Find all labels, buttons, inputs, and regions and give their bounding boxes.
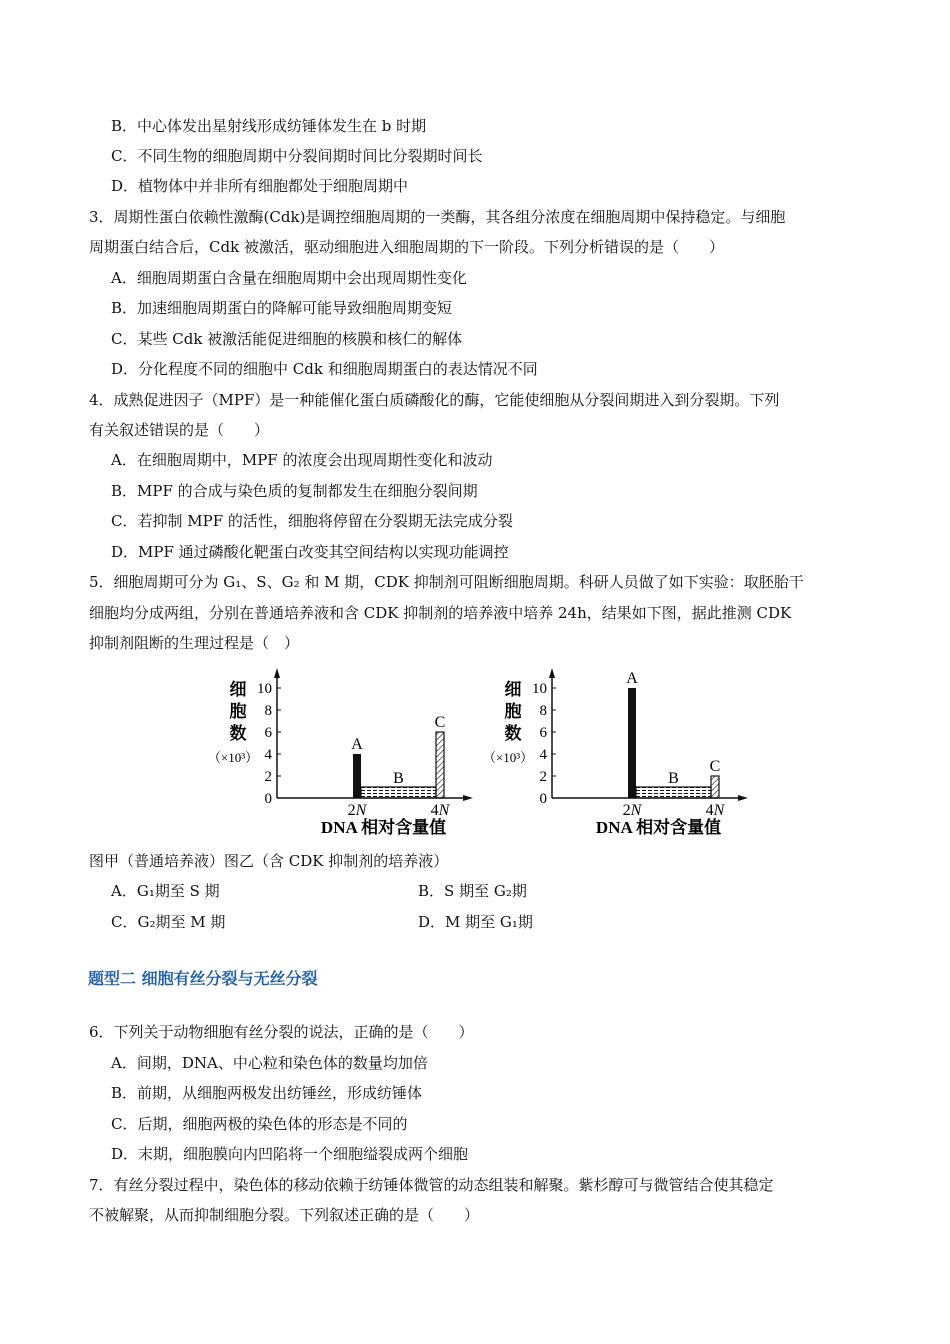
y-axis-label-char: 数: [504, 724, 522, 743]
text-line: C．不同生物的细胞周期中分裂间期时间比分裂期时间长: [111, 147, 483, 165]
x-axis-arrow: [463, 795, 473, 801]
x-tick-label: 2N: [347, 802, 367, 819]
option-a: A．G₁期至 S 期: [111, 882, 220, 900]
y-axis-unit: （×10³）: [207, 750, 259, 765]
text-line: 细胞均分成两组，分别在普通培养液和含 CDK 抑制剂的培养液中培养 24h，结果如下图，据此推测 CDK: [89, 604, 792, 622]
text-line: 周期蛋白结合后，Cdk 被激活，驱动细胞进入细胞周期的下一阶段。下列分析错误的是（ ）: [89, 238, 724, 256]
y-tick-label: 6: [264, 725, 272, 741]
y-tick-label: 6: [539, 725, 547, 741]
y-tick-label: 8: [539, 703, 547, 719]
x-axis-label: DNA 相对含量值: [595, 818, 722, 837]
option-b: B．S 期至 G₂期: [418, 882, 527, 900]
text-line: 4．成熟促进因子（MPF）是一种能催化蛋白质磷酸化的酶，它能使细胞从分裂间期进入到分裂期。下列: [89, 391, 780, 409]
bar-label-b: B: [668, 770, 679, 787]
text-line: B．MPF 的合成与染色质的复制都发生在细胞分裂间期: [111, 482, 478, 500]
y-tick-label: 4: [539, 747, 547, 763]
bar-a: [628, 688, 636, 798]
y-tick-label: 2: [264, 769, 272, 785]
text-line: 3．周期性蛋白依赖性激酶(Cdk)是调控细胞周期的一类酶，其各组分浓度在细胞周期中保持稳定。与细胞: [89, 208, 786, 226]
chart-yi: [480, 660, 760, 840]
text-line: 有关叙述错误的是（ ）: [89, 421, 270, 439]
bar-b: [636, 787, 711, 798]
bar-a: [353, 754, 361, 798]
y-tick-label: 0: [264, 791, 272, 807]
figure-caption: 图甲（普通培养液）图乙（含 CDK 抑制剂的培养液）: [89, 852, 449, 870]
bar-c: [436, 732, 444, 798]
option-d: D．M 期至 G₁期: [418, 913, 533, 931]
text-line: 不被解聚，从而抑制细胞分裂。下列叙述正确的是（ ）: [89, 1206, 480, 1224]
text-line: D．末期，细胞膜向内凹陷将一个细胞缢裂成两个细胞: [111, 1145, 469, 1163]
text-line: A．细胞周期蛋白含量在细胞周期中会出现周期性变化: [111, 269, 467, 287]
bar-c: [711, 776, 719, 798]
y-axis-arrow: [549, 668, 555, 678]
text-line: C．后期，细胞两极的染色体的形态是不同的: [111, 1115, 408, 1133]
y-tick-label: 10: [257, 681, 272, 697]
bar-label-a: A: [351, 736, 363, 753]
y-tick-label: 4: [264, 747, 272, 763]
y-axis-label-char: 胞: [229, 702, 247, 721]
text-line: 5．细胞周期可分为 G₁、S、G₂ 和 M 期，CDK 抑制剂可阻断细胞周期。科研人员做了如下实验：取胚胎干: [89, 573, 804, 591]
y-tick-label: 8: [264, 703, 272, 719]
text-line: A．间期，DNA、中心粒和染色体的数量均加倍: [111, 1054, 428, 1072]
y-tick-label: 2: [539, 769, 547, 785]
text-line: 6．下列关于动物细胞有丝分裂的说法，正确的是（ ）: [89, 1023, 474, 1041]
y-tick-label: 10: [532, 681, 547, 697]
text-line: D．分化程度不同的细胞中 Cdk 和细胞周期蛋白的表达情况不同: [111, 360, 538, 378]
text-line: C．某些 Cdk 被激活能促进细胞的核膜和核仁的解体: [111, 330, 463, 348]
bar-label-c: C: [434, 714, 446, 731]
x-tick-label: 4N: [430, 802, 450, 819]
y-axis-label-char: 细: [504, 680, 522, 699]
bar-label-c: C: [709, 758, 721, 775]
text-line: D．MPF 通过磷酸化靶蛋白改变其空间结构以实现功能调控: [111, 543, 509, 561]
x-axis-label: DNA 相对含量值: [320, 818, 447, 837]
bar-label-b: B: [393, 770, 404, 787]
bar-b: [361, 787, 436, 798]
text-line: A．在细胞周期中，MPF 的浓度会出现周期性变化和波动: [111, 451, 493, 469]
x-tick-label: 2N: [622, 802, 642, 819]
y-axis-label-char: 数: [229, 724, 247, 743]
option-c: C．G₂期至 M 期: [111, 913, 226, 931]
text-line: B．中心体发出星射线形成纺锤体发生在 b 时期: [111, 117, 427, 135]
text-line: 抑制剂阻断的生理过程是（ ）: [89, 634, 300, 652]
y-tick-label: 0: [539, 791, 547, 807]
chart-jia: [205, 660, 485, 840]
text-line: 7．有丝分裂过程中，染色体的移动依赖于纺锤体微管的动态组装和解聚。紫杉醇可与微管结合使其稳定: [89, 1176, 774, 1194]
y-axis-label-char: 细: [229, 680, 247, 699]
section-heading: 题型二 细胞有丝分裂与无丝分裂: [88, 969, 318, 988]
text-line: C．若抑制 MPF 的活性，细胞将停留在分裂期无法完成分裂: [111, 512, 513, 530]
x-axis-arrow: [738, 795, 748, 801]
x-tick-label: 4N: [705, 802, 725, 819]
text-line: D．植物体中并非所有细胞都处于细胞周期中: [111, 177, 409, 195]
y-axis-unit: （×10³）: [482, 750, 534, 765]
text-line: B．加速细胞周期蛋白的降解可能导致细胞周期变短: [111, 299, 453, 317]
y-axis-label-char: 胞: [504, 702, 522, 721]
bar-label-a: A: [626, 670, 638, 687]
y-axis-arrow: [274, 668, 280, 678]
text-line: B．前期，从细胞两极发出纺锤丝，形成纺锤体: [111, 1084, 423, 1102]
